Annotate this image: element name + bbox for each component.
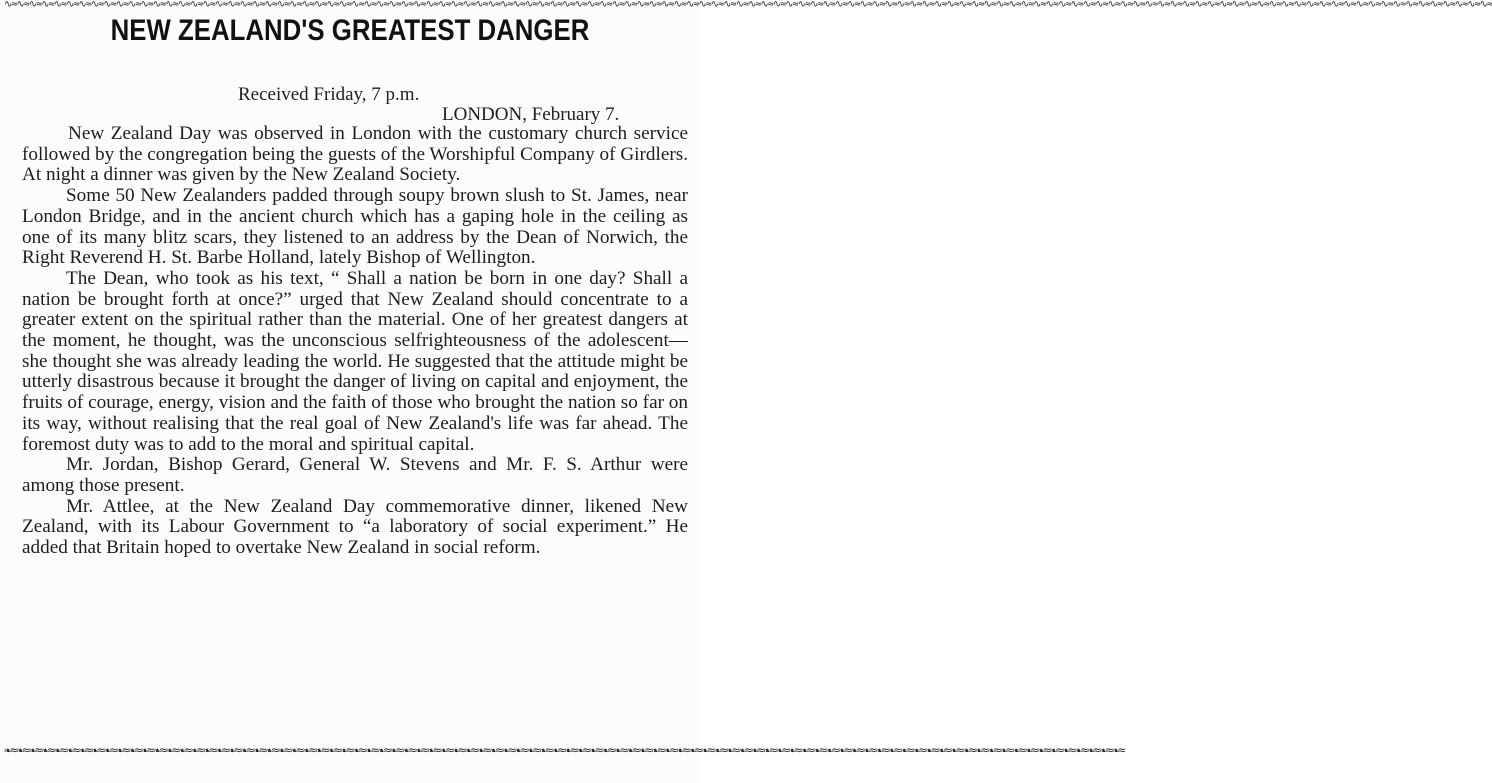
- received-time: Received Friday, 7 p.m.: [238, 84, 420, 105]
- bottom-ornamental-rule: ❧≈❧≈❧≈❧≈❧≈❧≈❧≈❧≈❧≈❧≈❧≈❧≈❧≈❧≈❧≈❧≈❧≈❧≈❧≈❧≈❧≈❧≈❧≈❧≈❧≈❧≈❧≈❧≈❧≈❧≈❧≈❧≈❧≈❧≈❧≈❧≈❧≈❧≈❧≈❧≈❧≈❧≈❧≈❧≈❧≈❧≈❧≈❧≈❧≈❧≈❧≈❧≈❧≈❧≈❧≈❧≈❧≈❧≈❧≈❧≈❧≈❧≈❧≈❧≈❧≈❧≈❧≈❧≈❧≈❧≈❧≈❧≈❧≈❧≈❧≈❧≈❧≈❧≈❧≈❧≈❧≈❧≈❧≈❧≈❧≈❧≈❧≈❧≈❧≈❧≈: [4, 743, 1125, 757]
- headline: NEW ZEALAND'S GREATEST DANGER: [110, 14, 590, 47]
- paragraph: New Zealand Day was observed in London with the customary church service followed by the congregation being the guests of the Worshipful Company of Girdlers. At night a dinner was given by the New Zealand Society.: [22, 123, 688, 186]
- paragraph: Mr. Attlee, at the New Zealand Day commemorative dinner, likened New Zealand, with its Labour Government to “a laboratory of social experiment.” He added that Britain hoped to overtake New Zealand in social reform.: [22, 495, 688, 559]
- dateline: LONDON, February 7.: [442, 104, 620, 125]
- paragraph: The Dean, who took as his text, “ Shall a nation be born in one day? Shall a nation be brought forth at once?” urged that New Zealand should concentrate to a greater extent on the spiritual rather than the material. One of her greatest dangers at the moment, he thought, was the unconscious selfrighteousness of the adolescent—she thought she was already leading the world. He suggested that the attitude might be utterly disastrous because it brought the danger of living on capital and enjoyment, the fruits of courage, energy, vision and the faith of those who brought the nation so far on its way, without realising that the real goal of New Zealand's life was far ahead. The foremost duty was to add to the moral and spiritual capital.: [22, 267, 688, 455]
- paragraph: Mr. Jordan, Bishop Gerard, General W. Stevens and Mr. F. S. Arthur were among those present.: [22, 454, 688, 496]
- top-ornamental-rule: ∿≈∿≈∿≈∿≈∿≈∿≈∿≈∿≈∿≈∿≈∿≈∿≈∿≈∿≈∿≈∿≈∿≈∿≈∿≈∿≈∿≈∿≈∿≈∿≈∿≈∿≈∿≈∿≈∿≈∿≈∿≈∿≈∿≈∿≈∿≈∿≈∿≈∿≈∿≈∿≈∿≈∿≈∿≈∿≈∿≈∿≈∿≈∿≈∿≈∿≈∿≈∿≈∿≈∿≈∿≈∿≈∿≈∿≈∿≈∿≈∿≈∿≈∿≈∿≈∿≈∿≈∿≈∿≈∿≈∿≈∿≈∿≈∿≈∿≈∿≈∿≈∿≈∿≈∿≈∿≈∿≈∿≈∿≈∿≈∿≈∿≈∿≈∿≈∿≈∿≈∿≈∿≈∿≈∿≈∿≈∿≈∿≈∿≈∿≈∿≈∿≈∿≈∿≈∿≈∿≈∿≈∿≈∿≈∿≈∿≈∿≈∿≈∿≈∿≈∿≈∿≈∿≈∿≈∿≈∿≈: [4, 0, 1492, 10]
- article-body: [22, 124, 688, 559]
- paragraph: Some 50 New Zealanders padded through soupy brown slush to St. James, near London Bridge, and in the ancient church which has a gaping hole in the ceiling as one of its many blitz scars, they listened to an address by the Dean of Norwich, the Right Reverend H. St. Barbe Holland, lately Bishop of Wellington.: [22, 185, 688, 269]
